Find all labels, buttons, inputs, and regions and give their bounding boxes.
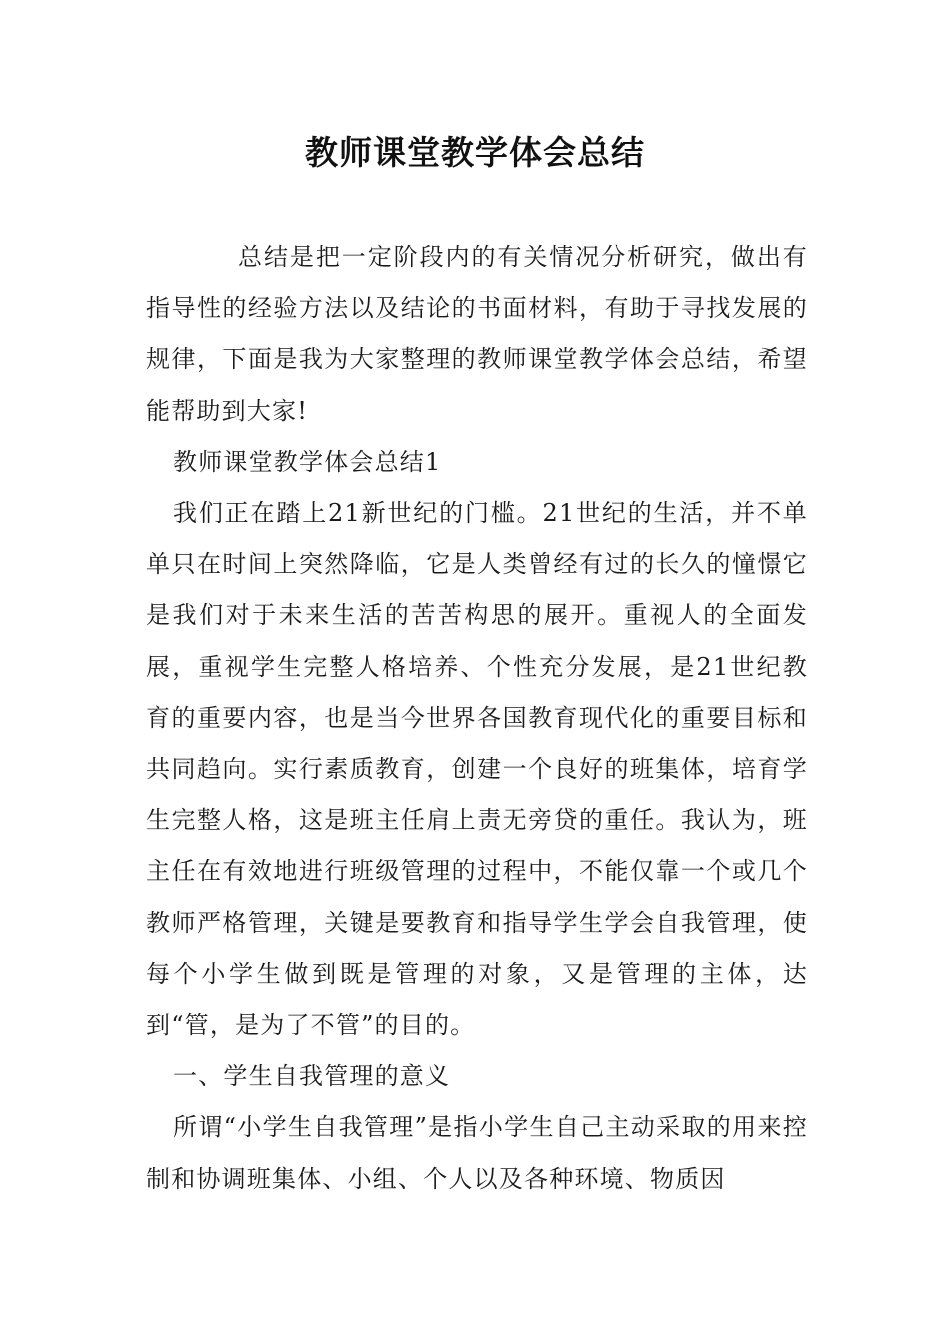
intro-paragraph: 总结是把一定阶段内的有关情况分析研究，做出有指导性的经验方法以及结论的书面材料，有助于寻找发展的规律，下面是我为大家整理的教师课堂教学体会总结，希望能帮助到大家! [146, 243, 808, 425]
body-paragraph: 我们正在踏上21新世纪的门槛。21世纪的生活，并不单单只在时间上突然降临，它是人类曾经有过的长久的憧憬它是我们对于未来生活的苦苦构思的展开。重视人的全面发展，重视学生完整人格培养、个性充分发展，是21世纪教育的重要内容，也是当今世界各国教育现代化的重要目标和共同趋向。实行素质教育，创建一个良好的班集体，培育学生完整人格，这是班主任肩上责无旁贷的重任。我认为，班主任在有效地进行班级管理的过程中，不能仅靠一个或几个教师严格管理，关键是要教育和指导学生学会自我管理，使每个小学生做到既是管理的对象，又是管理的主体，达到“管，是为了不管”的目的。 [146, 499, 808, 1040]
body-paragraph: 所谓“小学生自我管理”是指小学生自己主动采取的用来控制和协调班集体、小组、个人以及各种环境、物质因 [146, 1113, 808, 1193]
section-heading: 教师课堂教学体会总结1 [173, 447, 442, 476]
subsection-heading: 一、学生自我管理的意义 [173, 1062, 451, 1091]
document-body [146, 232, 808, 1205]
document-title: 教师课堂教学体会总结 [305, 133, 645, 172]
